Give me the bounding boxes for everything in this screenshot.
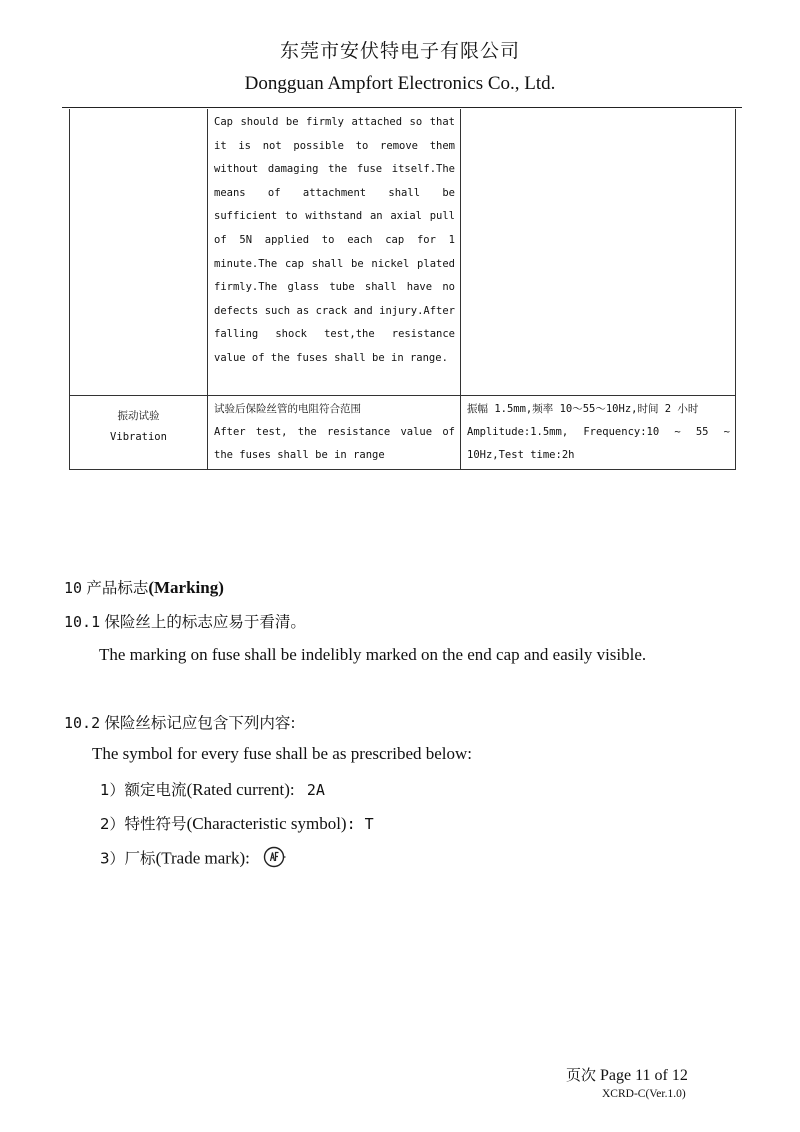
frequency-text: Frequency:10 xyxy=(583,425,660,438)
table-row xyxy=(70,395,736,469)
page-number: 页次 Page 11 of 12 xyxy=(566,1066,688,1084)
section-10-heading: 10 产品标志(Marking) xyxy=(64,578,224,597)
condition-cell xyxy=(461,395,736,469)
section-10-1-text: The marking on fuse shall be indelibly marked on the end cap and easily visible. xyxy=(99,645,647,664)
header-divider xyxy=(62,107,742,108)
section-10-2-text: The symbol for every fuse shall be as prescribed below: xyxy=(92,744,473,763)
amplitude-text: Amplitude:1.5mm, xyxy=(467,425,569,438)
vibration-condition-en-line xyxy=(467,421,730,444)
marking-item-trade-mark: 3）厂标(Trade mark): xyxy=(100,845,286,874)
document-code: XCRD-C(Ver.1.0) xyxy=(602,1088,686,1100)
company-name-cn: 东莞市安伏特电子有限公司 xyxy=(279,40,520,62)
vibration-requirement-en: After test, the resistance value of the fuses shall be in range xyxy=(214,425,455,461)
test-spec-table xyxy=(69,109,736,470)
company-name-en: Dongguan Ampfort Electronics Co., Ltd. xyxy=(244,73,556,94)
requirement-cell xyxy=(208,109,461,395)
section-10-2-heading: 10.2 保险丝标记应包含下列内容: xyxy=(64,714,296,732)
frequency-mid: 55 xyxy=(695,425,709,438)
vibration-name-cn: 振动试验 xyxy=(117,409,160,422)
cap-requirement-text: Cap should be firmly attached so that it is not possible to remove them without damaging the fuse itself.The means of attachment shall be sufficient to withstand an axial pull of 5N applied to each cap for 1 minute.The cap shall be nickel plated firmly.The glass tube shall have no defects such as crack and injury.After falling shock test,the resistance value of the fuses shall be in range. xyxy=(214,116,455,364)
table-row xyxy=(70,109,736,395)
vibration-condition-cn: 振幅 1.5mm,频率 10～55～10Hz,时间 2 小时 xyxy=(467,402,699,415)
vibration-requirement-cn: 试验后保险丝管的电阻符合范围 xyxy=(214,402,361,415)
test-name-cell xyxy=(70,395,208,469)
condition-cell xyxy=(461,109,736,395)
tilde-2: ~ xyxy=(723,425,730,438)
tilde-1: ~ xyxy=(674,425,681,438)
trademark-logo-icon xyxy=(262,845,286,874)
marking-item-rated-current: 1）额定电流(Rated current): 2A xyxy=(100,780,325,799)
marking-item-characteristic: 2）特性符号(Characteristic symbol): T xyxy=(100,814,374,833)
vibration-condition-end: 10Hz,Test time:2h xyxy=(467,448,575,461)
section-10-1-heading: 10.1 保险丝上的标志应易于看清。 xyxy=(64,613,306,631)
vibration-name-en: Vibration xyxy=(110,430,167,443)
requirement-cell xyxy=(208,395,461,469)
test-name-cell xyxy=(70,109,208,395)
